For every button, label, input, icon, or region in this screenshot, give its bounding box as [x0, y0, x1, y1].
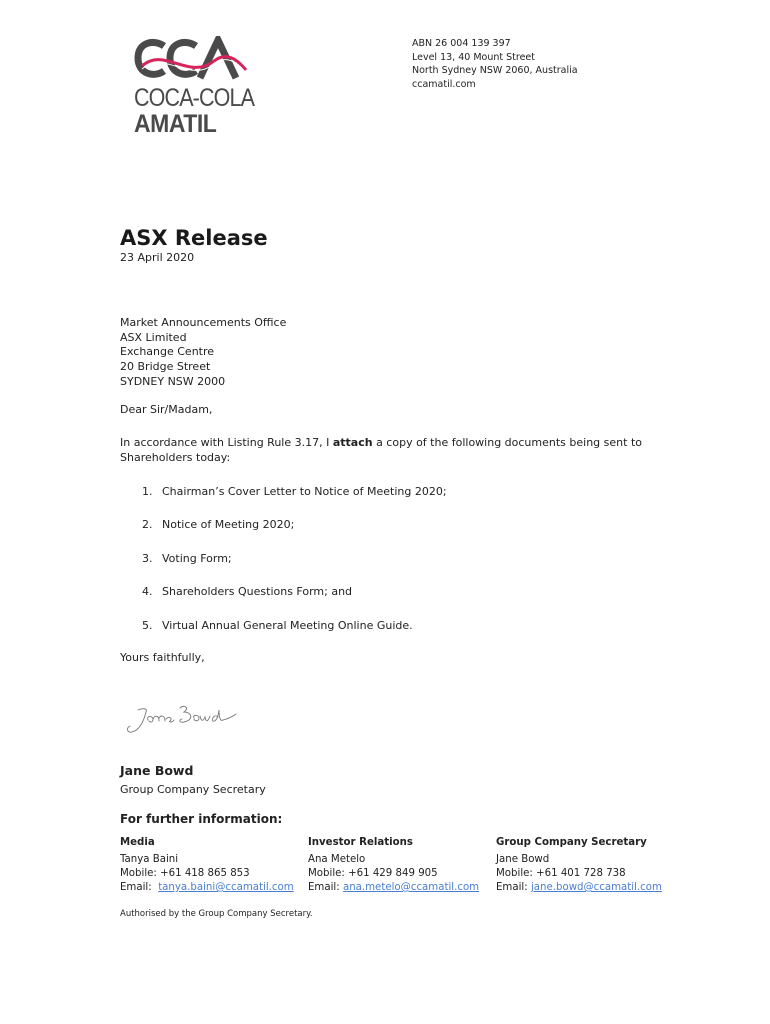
page-title: ASX Release [120, 226, 268, 250]
company-address [412, 37, 578, 91]
recipient-line: SYDNEY NSW 2000 [120, 374, 226, 388]
list-item [142, 518, 294, 531]
closing: Yours faithfully, [120, 651, 205, 664]
contact-mobile: Mobile: +61 429 849 905 [308, 868, 438, 879]
contact-email-row [308, 881, 479, 895]
signature-image [124, 700, 244, 736]
list-number: 1. [142, 485, 153, 498]
contact-heading: Group Company Secretary [496, 837, 647, 848]
contact-mobile: Mobile: +61 418 865 853 [120, 868, 250, 879]
email-link[interactable]: tanya.baini@ccamatil.com [158, 882, 294, 893]
website: ccamatil.com [412, 78, 476, 90]
contact-email-row [120, 881, 294, 895]
contact-name: Tanya Baini [120, 854, 179, 865]
greeting: Dear Sir/Madam, [120, 403, 213, 416]
intro-text: In accordance with Listing Rule 3.17, I [120, 436, 333, 449]
company-logo [134, 36, 255, 138]
email-label: Email: [496, 882, 528, 893]
list-text: Chairman’s Cover Letter to Notice of Meeting 2020; [162, 485, 447, 498]
contact-media [120, 836, 294, 895]
list-text: Virtual Annual General Meeting Online Guide. [162, 619, 413, 632]
contact-heading: Media [120, 837, 155, 848]
logo-line2: AMATIL [134, 110, 217, 138]
contact-mobile: Mobile: +61 401 728 738 [496, 868, 626, 879]
further-info-heading: For further information: [120, 812, 283, 826]
intro-paragraph [120, 435, 660, 465]
signatory-role: Group Company Secretary [120, 783, 266, 796]
abn: ABN 26 004 139 397 [412, 38, 511, 49]
recipient-line: 20 Bridge Street [120, 360, 211, 374]
contact-email-row [496, 881, 662, 895]
address-line2: North Sydney NSW 2060, Australia [412, 65, 578, 76]
email-label: Email: [308, 882, 340, 893]
list-item [142, 619, 413, 632]
contact-investor-relations [308, 836, 479, 895]
recipient-line: Market Announcements Office [120, 316, 287, 329]
list-text: Voting Form; [162, 552, 232, 565]
list-number: 4. [142, 585, 153, 598]
list-number: 5. [142, 619, 153, 632]
contact-company-secretary [496, 836, 662, 895]
contact-name: Jane Bowd [496, 854, 550, 865]
signatory-name: Jane Bowd [120, 763, 194, 778]
email-link[interactable]: jane.bowd@ccamatil.com [530, 882, 662, 893]
authorisation-note: Authorised by the Group Company Secretary. [120, 909, 313, 919]
list-item [142, 585, 352, 598]
address-line1: Level 13, 40 Mount Street [412, 51, 535, 63]
logo-line1: COCA-COLA [134, 84, 255, 112]
list-item [142, 552, 232, 565]
recipient-line: Exchange Centre [120, 345, 215, 359]
list-text: Shareholders Questions Form; and [162, 585, 353, 598]
intro-bold: attach [332, 436, 373, 449]
list-item [142, 485, 447, 498]
list-text: Notice of Meeting 2020; [162, 518, 295, 531]
list-number: 2. [142, 518, 153, 531]
contact-heading: Investor Relations [308, 837, 413, 848]
list-number: 3. [142, 552, 153, 565]
release-date: 23 April 2020 [120, 251, 195, 264]
contact-name: Ana Metelo [308, 854, 366, 865]
intro-text: a copy of the following documents being sent to Shareholders today: [120, 436, 642, 464]
email-link[interactable]: ana.metelo@ccamatil.com [342, 882, 480, 893]
recipient-line: ASX Limited [120, 330, 187, 344]
cca-monogram-icon [134, 36, 249, 86]
recipient-address [120, 316, 286, 390]
email-label: Email: [120, 882, 152, 893]
